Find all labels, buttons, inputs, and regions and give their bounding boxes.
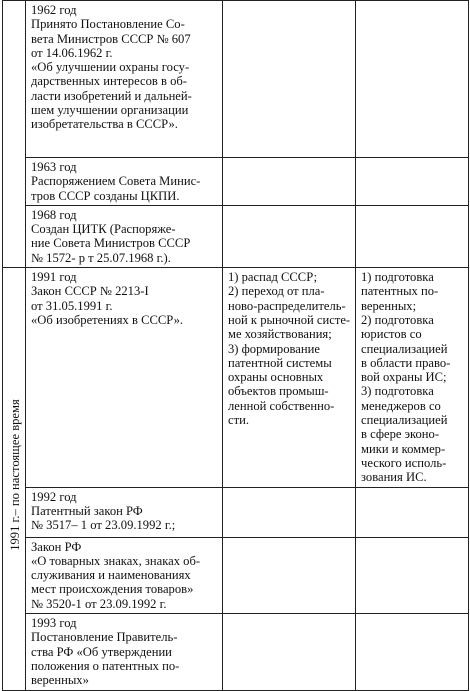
training-cell	[356, 614, 469, 690]
event-cell: 1993 год Постановление Правитель- ства РФ «Об утверждении положения о патентных по- веренных»	[26, 614, 223, 690]
consequences-cell	[223, 205, 356, 267]
training-cell	[356, 487, 469, 537]
event-cell: 1991 год Закон СССР № 2213-I от 31.05.1991 г. «Об изобретениях в СССР».	[26, 268, 223, 487]
training-cell	[356, 158, 469, 206]
consequences-cell	[223, 158, 356, 206]
table-row	[3, 1, 469, 158]
table-row	[3, 537, 469, 613]
consequences-cell	[223, 614, 356, 690]
consequences-cell	[223, 1, 356, 158]
document-page	[2, 0, 468, 688]
event-cell: 1962 год Принято Постановление Со- вета Министров СССР № 607 от 14.06.1962 г. «Об улучшении охраны госу- дарственных интересов в об- ласти изобретений и дальней- шем улучшении организации изобретательства в СССР».	[26, 1, 223, 158]
table-row	[3, 487, 469, 537]
consequences-cell	[223, 487, 356, 537]
table-row	[3, 158, 469, 206]
event-cell: 1968 год Создан ЦИТК (Распоряже- ние Совета Министров СССР № 1572- р т 25.07.1968 г.).	[26, 205, 223, 267]
consequences-cell: 1) распад СССР; 2) переход от пла- ново-распределитель- ной к рыночной систе- ме хозяйствования; 3) формирование патентной системы охраны основных объектов промыш- ленной собственно- сти.	[223, 268, 356, 487]
period-label: 1991 г.– по настоящее время	[7, 399, 22, 551]
training-cell	[356, 537, 469, 613]
training-cell: 1) подготовка патентных по- веренных; 2) подготовка юристов со специализацией в области право- вой охраны ИС; 3) подготовка менеджеров со специализацией в сфере эконо- мики и коммер- ческого исполь- зования ИС.	[356, 268, 469, 487]
training-cell	[356, 1, 469, 158]
event-cell: 1992 год Патентный закон РФ № 3517– 1 от 23.09.1992 г.;	[26, 487, 223, 537]
table-row	[3, 614, 469, 690]
table-row	[3, 268, 469, 487]
period-cell-empty	[3, 1, 26, 268]
event-cell: Закон РФ «О товарных знаках, знаках об- служивания и наименованиях мест происхождения товаров» № 3520-1 от 23.09.1992 г.	[26, 537, 223, 613]
training-cell	[356, 205, 469, 267]
event-cell: 1963 год Распоряжением Совета Минис- тров СССР созданы ЦКПИ.	[26, 158, 223, 206]
consequences-cell	[223, 537, 356, 613]
history-table	[2, 0, 469, 691]
period-cell	[3, 268, 26, 690]
table-row	[3, 205, 469, 267]
